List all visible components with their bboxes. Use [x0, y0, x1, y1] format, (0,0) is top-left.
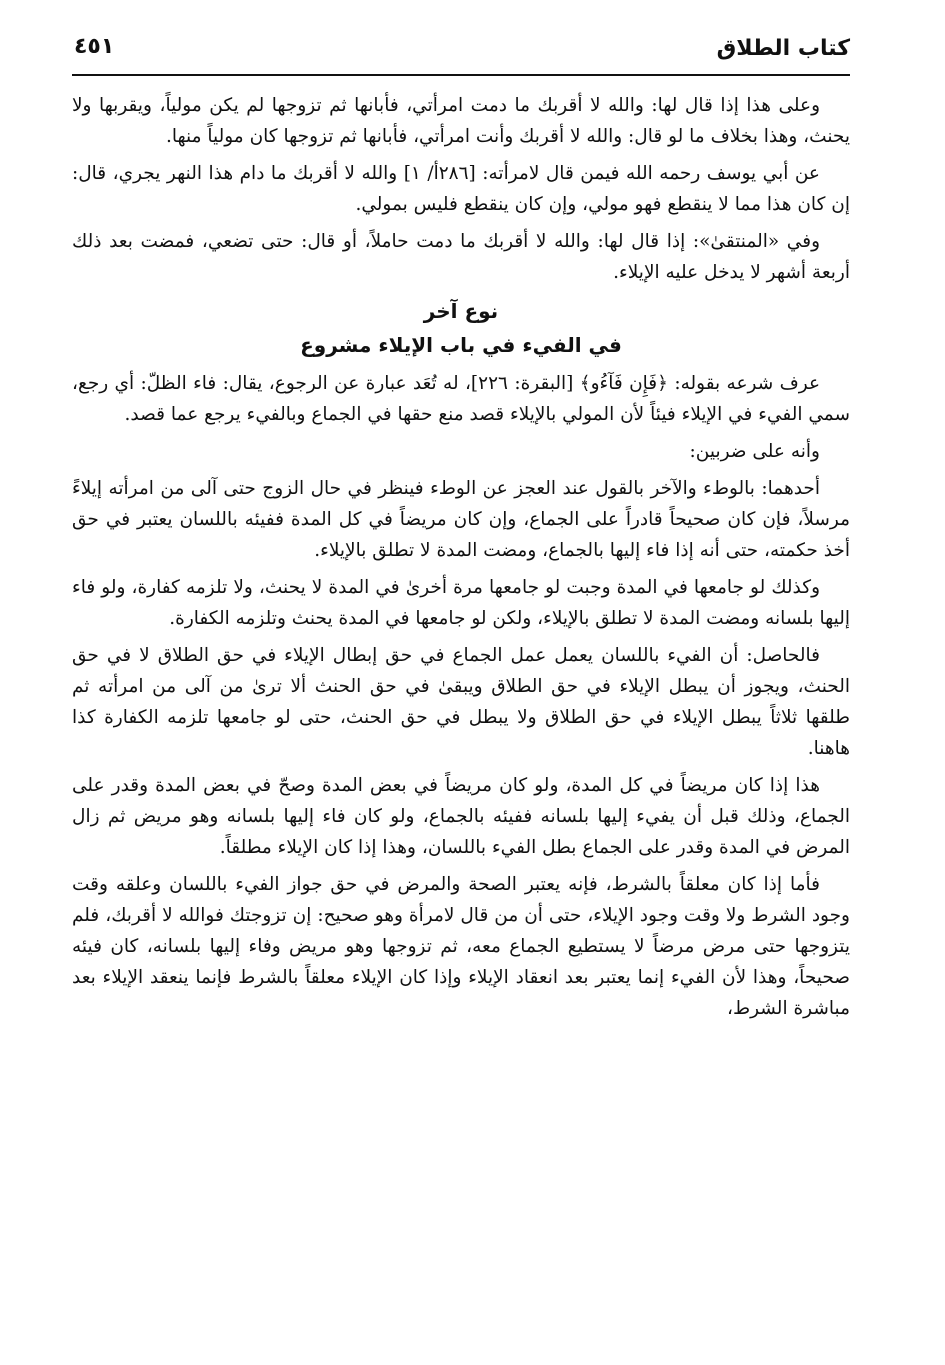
section-heading-title: في الفيء في باب الإيلاء مشروع	[300, 333, 622, 357]
paragraph: وعلى هذا إذا قال لها: والله لا أقربك ما دمت امرأتي، فأبانها ثم تزوجها لم يكن مولياً، ويقربها ولا يحنث، وهذا بخلاف ما لو قال: والله لا أقربك وأنت امرأتي، فأبانها ثم تزوجها كان مولياً منها.	[72, 95, 850, 147]
paragraph: وكذلك لو جامعها في المدة وجبت لو جامعها مرة أخرىٰ في المدة لا يحنث، ولا تلزمه كفارة، ولو فاء إليها بلسانه ومضت المدة لا تطلق بالإيلاء، ولكن لو جامعها في المدة يحنث وتلزمه الكفارة.	[72, 577, 850, 629]
paragraph: فأما إذا كان معلقاً بالشرط، فإنه يعتبر الصحة والمرض في حق جواز الفيء باللسان وعلقه وقت وجود الشرط ولا وقت وجود الإيلاء، حتى أن من قال لامرأة وهو صحيح: إن تزوجتك فوالله لا أقربك، فلم يتزوجها حتى مرض مرضاً لا يستطيع الجماع معه، ثم تزوجها وهو مريض وفاء إليها بلسانه، كان فيئه صحيحاً، وهذا لأن الفيء إنما يعتبر بعد انعقاد الإيلاء وإذا كان الإيلاء معلقاً بالشرط فإنما ينعقد الإيلاء بعد مباشرة الشرط،	[72, 874, 850, 1019]
paragraph: وأنه على ضربين:	[689, 441, 820, 462]
page-number: ٤٥١	[74, 34, 115, 59]
paragraph: فالحاصل: أن الفيء باللسان يعمل عمل الجماع في حق إبطال الإيلاء في حق الطلاق لا في حق الحنث، ويجوز أن يبطل الإيلاء في حق الطلاق ويبقىٰ في حق الحنث ألا ترىٰ من آلى من امرأته ثم طلقها ثلاثاً يبطل الإيلاء في حق الطلاق ولا يبطل في حق الحنث، حتى لو جامعها تلزمه الكفارة كذا هاهنا.	[72, 645, 850, 759]
paragraph: هذا إذا كان مريضاً في كل المدة، ولو كان مريضاً في بعض المدة وصحّ في بعض المدة وقدر على الجماع، وذلك قبل أن يفيء إليها بلسانه ففيئه بالجماع، ولو كان فاء إليها بلسانه وهو مريض ثم زال المرض في المدة وقدر على الجماع بطل الفيء باللسان، وهذا إذا كان الإيلاء مطلقاً.	[72, 775, 850, 858]
document-page	[72, 28, 850, 1030]
page-body	[72, 90, 850, 1024]
paragraph: وفي «المنتقىٰ»: إذا قال لها: والله لا أقربك ما دمت حاملاً، أو قال: حتى تضعي، فمضت بعد ذلك أربعة أشهر لا يدخل عليه الإيلاء.	[72, 231, 850, 283]
page-header	[72, 28, 850, 76]
paragraph: عن أبي يوسف رحمه الله فيمن قال لامرأته: [٢٨٦أ/ ١] والله لا أقربك ما دام هذا النهر يجري، قال: إن كان هذا مما لا ينقطع فهو مولي، وإن كان ينقطع فليس بمولي.	[72, 163, 850, 215]
paragraph: أحدهما: بالوطء والآخر بالقول عند العجز عن الوطء فينظر في حال الزوج حتى آلى من امرأته إيلاءً مرسلاً، فإن كان صحيحاً قادراً على الجماع، وإن كان مريضاً في كل المدة ففيئه باللسان يعتبر في حق أخذ حكمته، حتى أنه إذا فاء إليها بالجماع، ومضت المدة لا تطلق بالإيلاء.	[72, 478, 850, 561]
section-heading-type: نوع آخر	[423, 299, 499, 323]
paragraph: عرف شرعه بقوله: ﴿فَإِن فَآءُو﴾ [البقرة: ٢٢٦]، له تُعَد عبارة عن الرجوع، يقال: فاء الظلّ: أي رجع، سمي الفيء في الإيلاء فيئاً لأن المولي بالإيلاء قصد منع حقها في الجماع وبالفيء يرجع عما قصد.	[72, 373, 850, 425]
book-title: كتاب الطلاق	[716, 36, 850, 61]
